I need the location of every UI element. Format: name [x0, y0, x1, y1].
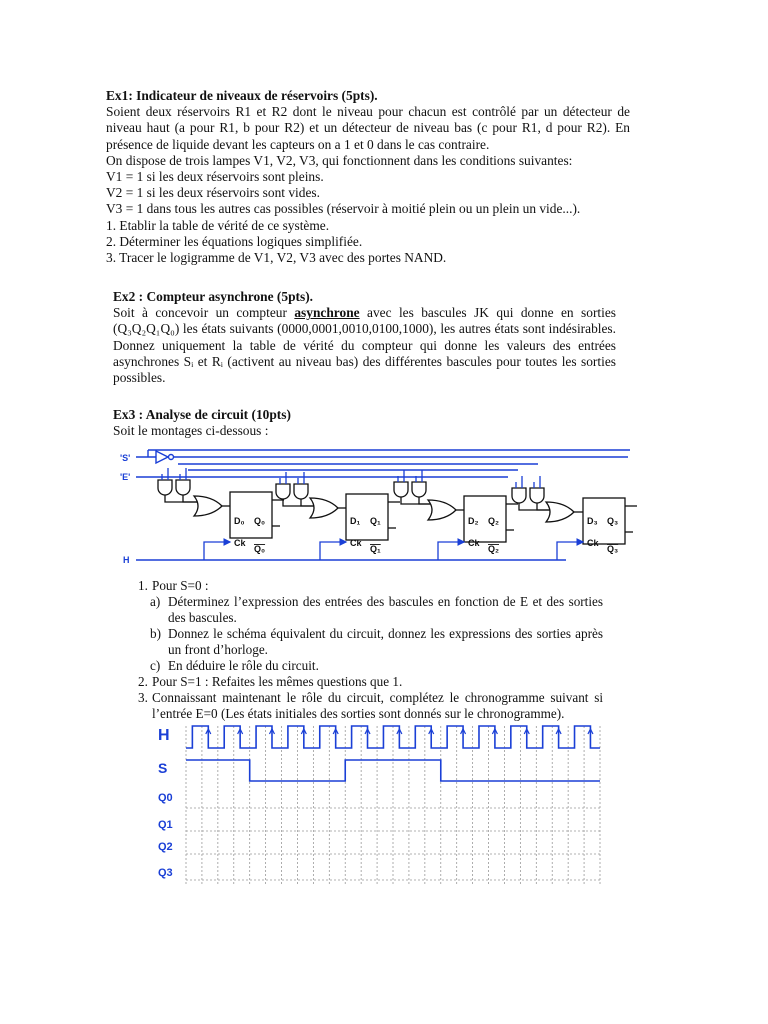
- ex1-line-v1: V1 = 1 si les deux réservoirs sont pleins.: [106, 169, 324, 185]
- stage3-and-gate-1: [530, 488, 544, 503]
- ex1-question-3: 3. Tracer le logigramme de V1, V2, V3 avec des portes NAND.: [106, 250, 447, 266]
- question-1b-letter: b): [150, 626, 161, 641]
- question-1a: [128, 594, 603, 626]
- stage0-clock-line: [204, 542, 230, 560]
- question-1-text: Pour S=0 :: [152, 578, 209, 593]
- question-1a-text: Déterminez l’expression des entrées des bascules en fonction de E et des sorties des bascules.: [168, 594, 603, 625]
- stage2-and-gate-1: [412, 482, 426, 497]
- question-1b: [128, 626, 603, 658]
- question-2: [128, 674, 603, 690]
- exercise-1: [106, 88, 630, 266]
- stage2-or-gate: [428, 500, 456, 520]
- ff1-ck-label: Ck: [350, 538, 362, 548]
- ff0-q-label: Q₀: [254, 516, 266, 526]
- stage1-and-gate-0: [276, 484, 290, 499]
- circuit-diagram: [118, 446, 638, 571]
- question-3-text: Connaissant maintenant le rôle du circuit, complétez le chronogramme suivant si l’entrée E=0 (Les états initiales des sorties sont donnés sur le chronogramme).: [152, 690, 603, 721]
- exercise-2: [113, 289, 616, 386]
- ex2-paragraph: [113, 305, 616, 386]
- exercise-3: [113, 407, 616, 439]
- ff2-qbar-label: Q₂: [488, 544, 499, 554]
- ex1-line-v3: V3 = 1 dans tous les autres cas possibles (réservoir à moitié plein ou un plein un vide...).: [106, 201, 581, 217]
- ex3-questions: [128, 578, 603, 722]
- input-e-label: 'E': [120, 472, 131, 482]
- chrono-label-h: H: [158, 727, 170, 744]
- ff3-ck-label: Ck: [587, 538, 599, 548]
- ex1-paragraph-2: On dispose de trois lampes V1, V2, V3, qui fonctionnent dans les conditions suivantes:: [106, 152, 573, 168]
- input-s-label: 'S': [120, 453, 131, 463]
- question-1-number: 1.: [138, 578, 148, 593]
- question-1c: [128, 658, 603, 674]
- stage0-and-gate-1: [176, 480, 190, 495]
- stage1-clock-line: [320, 542, 346, 560]
- stage3-and-0-out: [519, 503, 550, 510]
- ff2-d-label: D₂: [468, 516, 479, 526]
- stage3-or-gate: [546, 502, 574, 522]
- stage0-flipflop: [230, 492, 272, 538]
- stage0-or-gate: [194, 496, 222, 516]
- stage2-clock-line: [438, 542, 464, 560]
- question-1c-letter: c): [150, 658, 161, 673]
- ff0-d-label: D₀: [234, 516, 245, 526]
- question-3-number: 3.: [138, 690, 148, 705]
- ff2-q-label: Q₂: [488, 516, 499, 526]
- ff1-d-label: D₁: [350, 516, 361, 526]
- ex2-text-c: avec les bascules JK qui donne en sorties (Q₃Q₂Q₁Q₀) les états suivants (0000,0001,0010,0100,1000), les autres états sont indésirables. Donnez uniquement la table de vérité du compteur qui donne les valeurs des entrées asynchrones Sᵢ et Rᵢ (activent au niveau bas) des différentes bascules pour toutes les sorties possibles.: [113, 305, 616, 386]
- stage3-and-gate-0: [512, 488, 526, 503]
- stage0-and-0-out: [165, 495, 198, 502]
- clock-waveform: [186, 726, 600, 748]
- stage2-and-gate-0: [394, 482, 408, 497]
- question-2-text: Pour S=1 : Refaites les mêmes questions que 1.: [152, 674, 403, 689]
- ex2-title: Ex2 : Compteur asynchrone (5pts).: [113, 289, 313, 304]
- ex1-question-2: 2. Déterminer les équations logiques simplifiée.: [106, 233, 363, 249]
- ff0-qbar-label: Q₀: [254, 544, 266, 554]
- ff0-ck-label: Ck: [234, 538, 246, 548]
- ff3-q-label: Q₃: [607, 516, 619, 526]
- stage1-and-0-out: [283, 499, 314, 506]
- ex3-title: Ex3 : Analyse de circuit (10pts): [113, 407, 291, 422]
- ex1-title: Ex1: Indicateur de niveaux de réservoirs (5pts).: [106, 88, 378, 103]
- chrono-label-q0: Q0: [158, 792, 173, 804]
- stage1-and-gate-1: [294, 484, 308, 499]
- stage1-or-gate: [310, 498, 338, 518]
- ff1-q-label: Q₁: [370, 516, 381, 526]
- ex1-paragraph-1: Soient deux réservoirs R1 et R2 dont le niveau pour chacun est contrôlé par un détecteur de niveau haut (a pour R1, b pour R2) et un détecteur de niveau bas (c pour R1, d pour R2). En présence de liquide devant les capteurs on a 1 et 0 dans le cas contraire.: [106, 104, 630, 152]
- input-h-label: H: [123, 555, 130, 565]
- stage0-and-gate-0: [158, 480, 172, 495]
- question-1b-text: Donnez le schéma équivalent du circuit, donnez les expressions des sorties après un front d’horloge.: [168, 626, 603, 657]
- ff3-qbar-label: Q₃: [607, 544, 619, 554]
- stage3-clock-line: [557, 542, 583, 560]
- question-1c-text: En déduire le rôle du circuit.: [168, 658, 319, 673]
- stage2-and-0-out: [401, 497, 432, 504]
- chrono-label-q2: Q2: [158, 841, 173, 853]
- ff3-d-label: D₃: [587, 516, 598, 526]
- chrono-label-s: S: [158, 760, 168, 776]
- question-2-number: 2.: [138, 674, 148, 689]
- timing-diagram: [158, 718, 608, 888]
- ff1-qbar-label: Q₁: [370, 544, 381, 554]
- ex2-text-a: Soit à concevoir un compteur: [113, 305, 295, 321]
- ex2-underlined-word: asynchrone: [294, 305, 360, 321]
- ex3-intro: Soit le montages ci-dessous :: [113, 423, 269, 439]
- question-1: [128, 578, 603, 594]
- ff2-ck-label: Ck: [468, 538, 480, 548]
- ex1-question-1: 1. Etablir la table de vérité de ce système.: [106, 217, 330, 233]
- chrono-label-q1: Q1: [158, 819, 173, 831]
- chrono-label-q3: Q3: [158, 867, 173, 879]
- question-1a-letter: a): [150, 594, 161, 609]
- ex1-line-v2: V2 = 1 si les deux réservoirs sont vides.: [106, 185, 320, 201]
